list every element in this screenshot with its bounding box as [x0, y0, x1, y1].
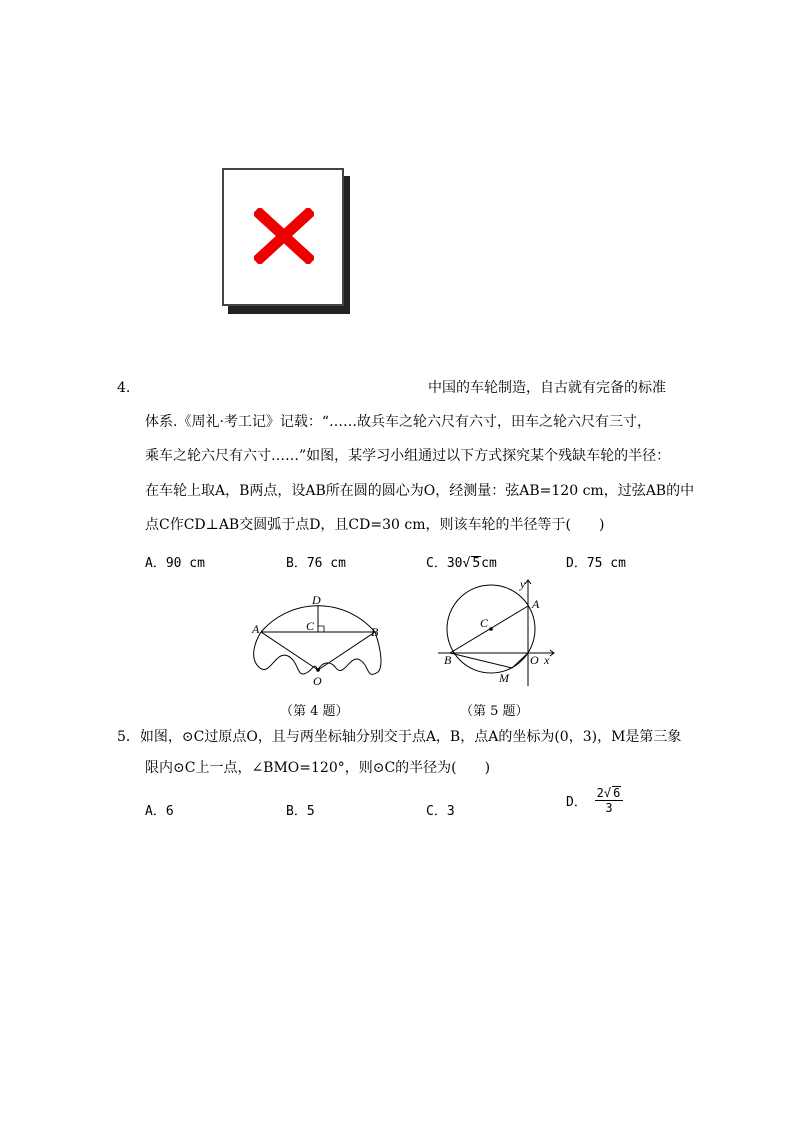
fraction-denominator: 3 [605, 801, 613, 815]
segment-mo [512, 653, 528, 668]
sqrt-icon: √ [462, 556, 471, 571]
q4-number: 4. [117, 380, 131, 396]
q4-line-5: 点C作CD⊥AB交圆弧于点D，且CD=30 cm，则该车轮的半径等于( ) [145, 517, 605, 533]
segment-ob [318, 632, 375, 670]
segment-ab [450, 606, 528, 653]
numerator-radicand: 6 [613, 786, 621, 800]
fraction-numerator [595, 786, 624, 801]
q5-option-b[interactable]: B．5 [286, 804, 315, 819]
q5-option-d-prefix: D． [566, 795, 587, 810]
q5-option-a[interactable]: A．6 [145, 804, 174, 819]
label-a: A [532, 597, 540, 611]
segment-oa [261, 632, 318, 670]
label-b: B [444, 653, 452, 667]
q4-line-3: 乘车之轮六尺有六寸……”如图，某学习小组通过以下方式探究某个残缺车轮的半径： [145, 448, 671, 464]
figure-q4 [248, 590, 388, 690]
segment-bm [450, 653, 512, 668]
fraction [595, 786, 624, 815]
label-x: x [544, 653, 550, 667]
label-b: B [371, 625, 379, 639]
sqrt-icon: √ [603, 786, 612, 800]
center-o-dot [316, 668, 320, 672]
q5-caption: （第 5 题） [460, 704, 529, 719]
q4-line-4: 在车轮上取A，B两点，设AB所在圆的圆心为O，经测量：弦AB=120 cm，过弦AB的中 [145, 483, 695, 499]
broken-image-icon [254, 208, 314, 264]
label-o: O [313, 674, 322, 688]
q5-option-d[interactable] [566, 786, 623, 815]
q4-option-c-unit: cm [481, 556, 497, 571]
label-c: C [480, 616, 489, 630]
q4-option-b[interactable]: B．76 cm [286, 556, 346, 571]
q4-line-2: 体系.《周礼·考工记》记载：“……故兵车之轮六尺有六寸，田车之轮六尺有三寸， [145, 414, 652, 430]
q5-option-c[interactable]: C．3 [426, 804, 455, 819]
q5-line-2: 限内⊙C上一点，∠BMO=120°，则⊙C的半径为( ) [145, 760, 491, 776]
label-m: M [499, 671, 509, 685]
q4-option-c[interactable] [426, 552, 497, 571]
q4-caption: （第 4 题） [280, 704, 349, 719]
q4-option-c-radicand: 5 [472, 556, 481, 571]
numerator-coefficient: 2 [596, 786, 604, 800]
label-c: C [306, 619, 315, 633]
right-angle-mark [318, 626, 324, 632]
broken-image [222, 168, 348, 314]
q4-option-a[interactable]: A．90 cm [145, 556, 205, 571]
center-c-dot [489, 627, 493, 631]
label-o: O [530, 653, 539, 667]
label-y: y [520, 577, 526, 591]
q4-option-d[interactable]: D．75 cm [566, 556, 626, 571]
q4-option-c-prefix: C．30 [426, 556, 463, 571]
broken-wheel-edge [254, 632, 381, 674]
q4-line-1: 中国的车轮制造，自古就有完备的标准 [428, 380, 666, 396]
label-d: D [312, 593, 321, 607]
figure-q5 [436, 576, 560, 690]
label-a: A [252, 622, 260, 636]
q5-line-1: 5．如图，⊙C过原点O，且与两坐标轴分别交于点A，B，点A的坐标为(0，3)，M是第三象 [117, 729, 682, 745]
